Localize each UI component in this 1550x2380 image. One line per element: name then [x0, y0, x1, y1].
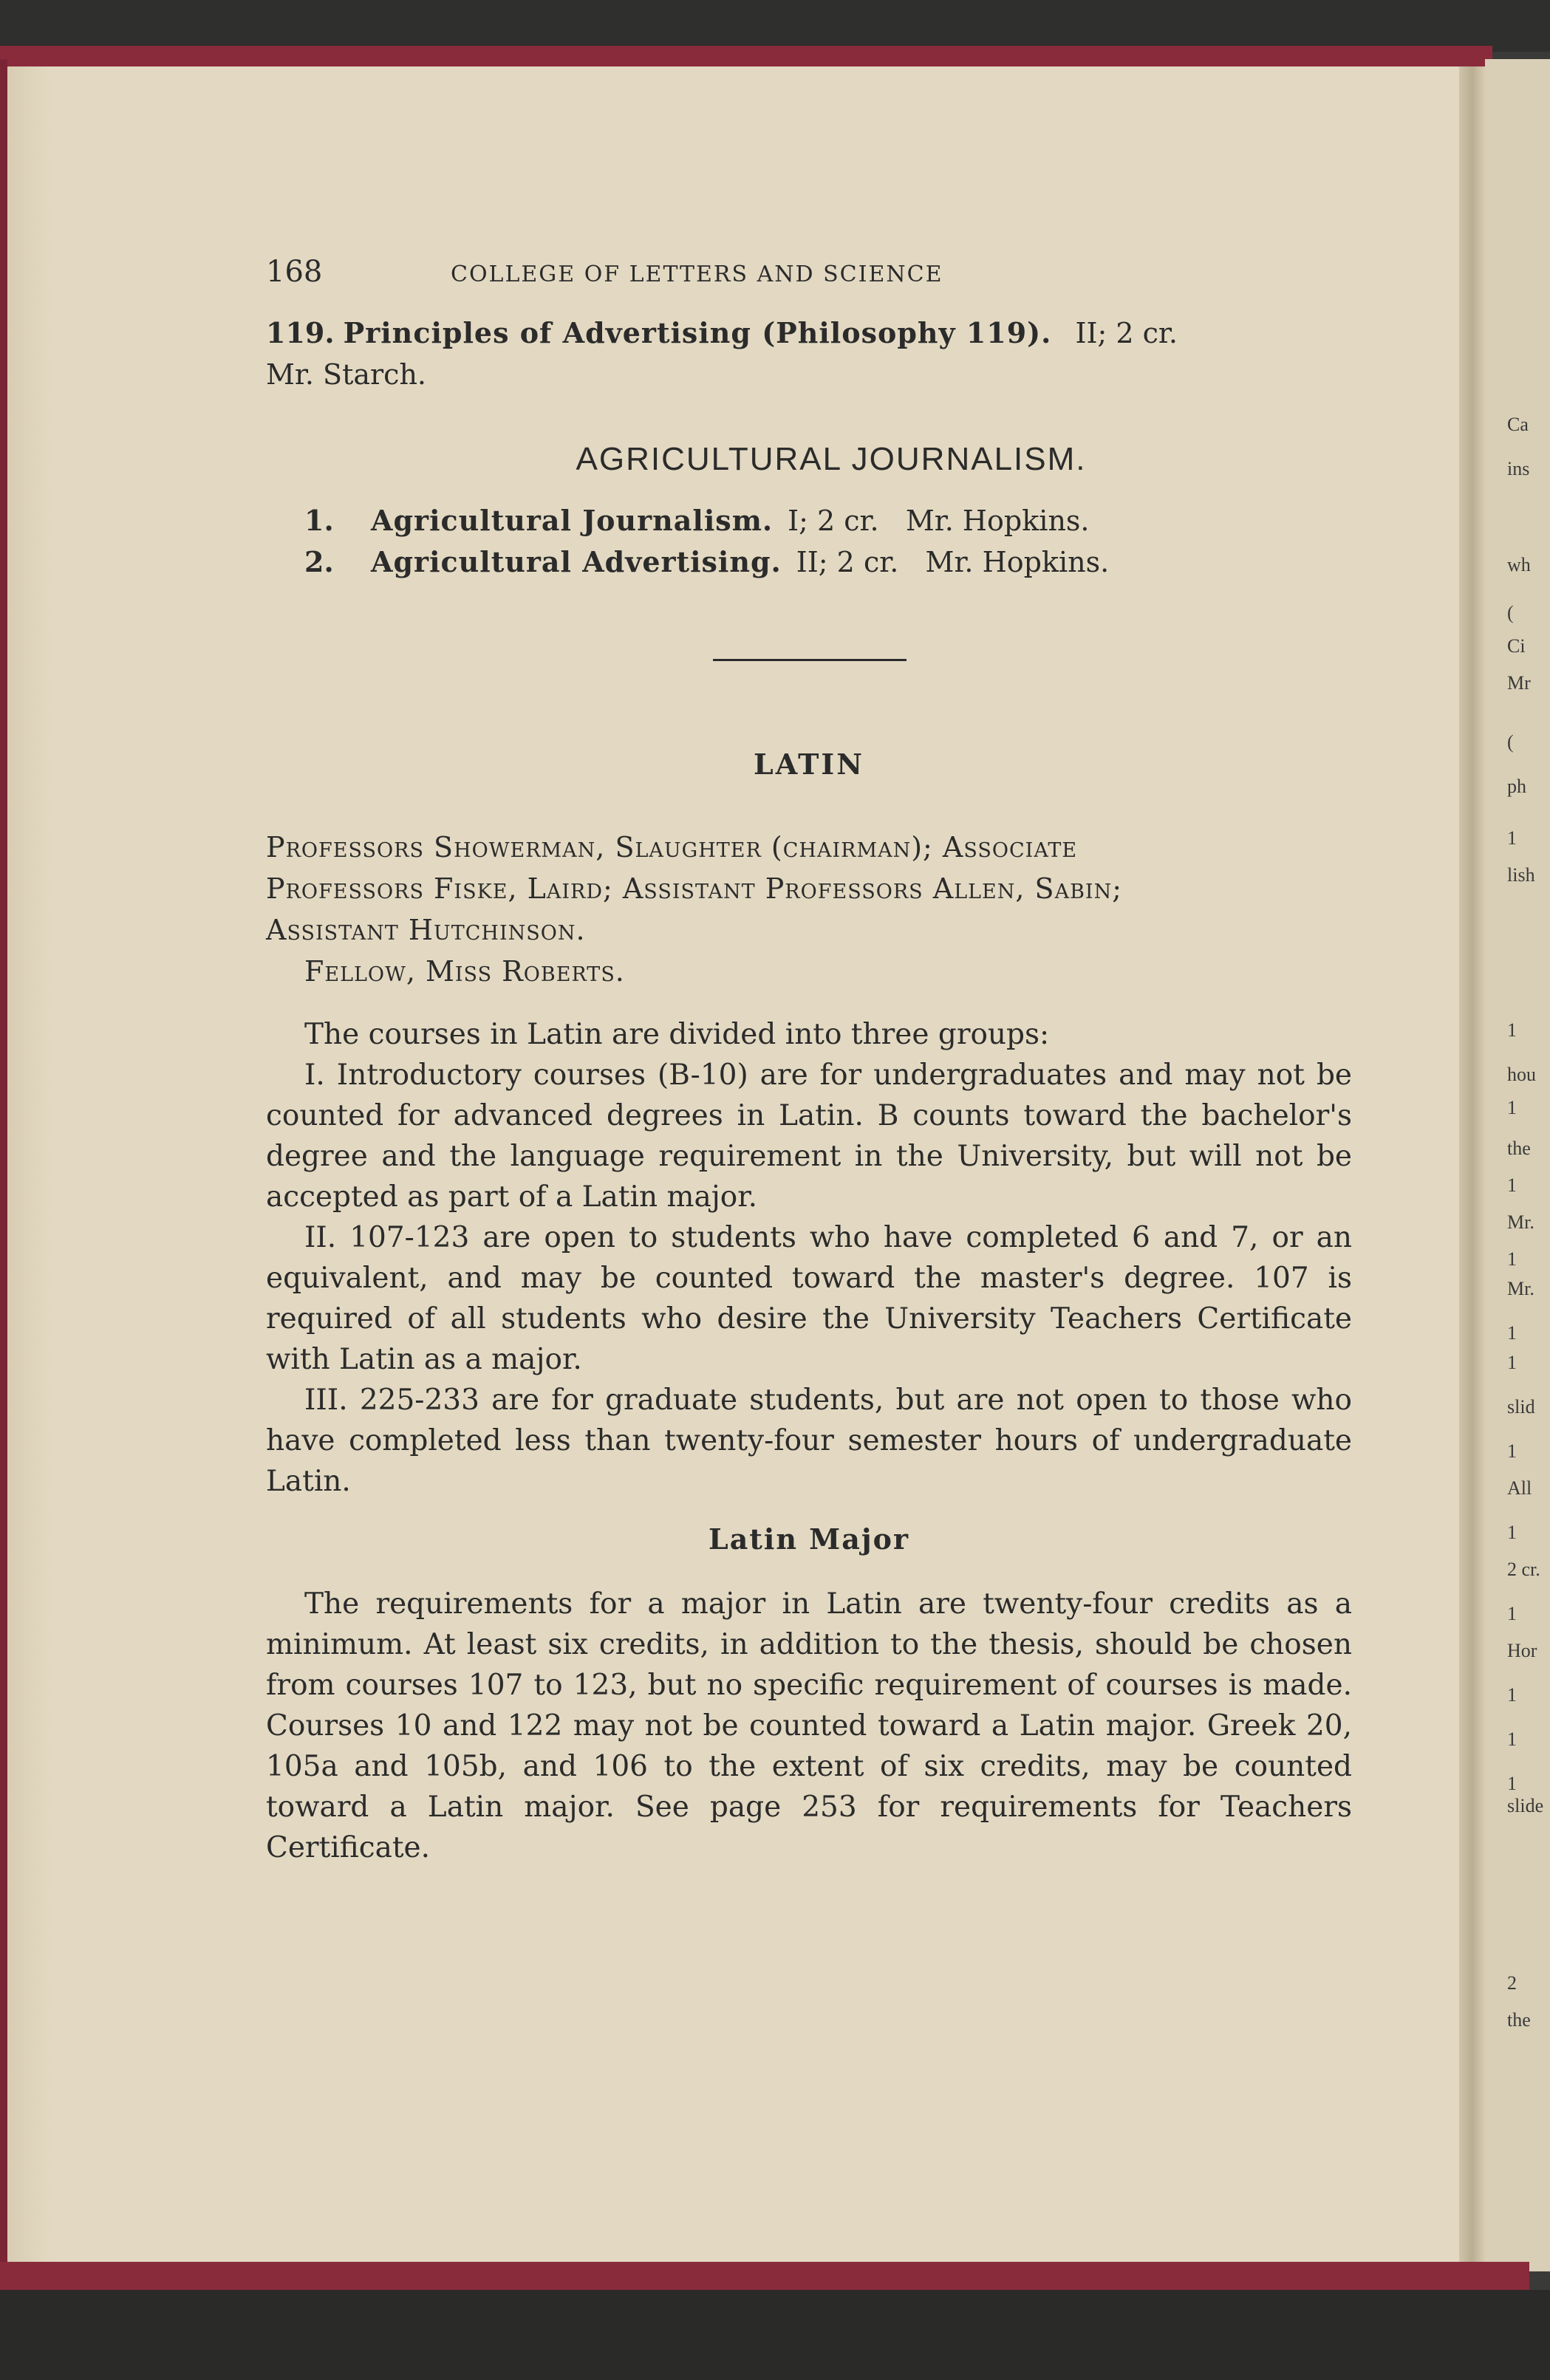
adjacent-page-fragment: 1: [1507, 1522, 1517, 1543]
adjacent-page-fragment: 1: [1507, 1097, 1517, 1118]
page-header: [266, 255, 1352, 299]
adjacent-page-fragment: Mr: [1507, 672, 1531, 694]
adjacent-page-fragment: slid: [1507, 1396, 1535, 1418]
adjacent-page-fragment: 1: [1507, 1174, 1517, 1196]
adjacent-page-fragment: 1: [1507, 1684, 1517, 1706]
binding-left: [0, 59, 7, 2275]
adjacent-page: [1485, 59, 1550, 2271]
adjacent-page-fragment: 1: [1507, 1773, 1517, 1794]
adjacent-page-fragment: 1: [1507, 1440, 1517, 1462]
adjacent-page-fragment: All: [1507, 1477, 1532, 1499]
paragraph: I. Introductory courses (B-10) are for undergraduates and may not be counted for advanced degrees in Latin. B counts toward the bachelor's degree and the language requirement in the University, but will not be accepted as part of a Latin major.: [266, 1059, 1352, 1214]
paragraph: The requirements for a major in Latin are twenty-four credits as a minimum. At least six credits, in addition to the thesis, should be chosen from courses 107 to 123, but no specific requirement of courses is made. Courses 10 and 122 may not be counted toward a Latin major. Greek 20, 105a and 105b, and 106 to the extent of six credits, may be counted toward a Latin major. See page 253 for requirements for Teachers Certificate.: [266, 1587, 1352, 1864]
paragraph: The courses in Latin are divided into three groups:: [304, 1018, 1050, 1051]
adjacent-page-fragment: wh: [1507, 554, 1531, 575]
adjacent-page-fragment: Hor: [1507, 1640, 1537, 1661]
section-heading-agricultural-journalism: AGRICULTURAL JOURNALISM.: [576, 441, 1087, 477]
adjacent-page-fragment: Ci: [1507, 635, 1526, 657]
course-number: 1.: [304, 504, 334, 537]
paragraph: II. 107-123 are open to students who have completed 6 and 7, or an equivalent, and may be counted toward the master's degree. 107 is required of all students who desire the University Teachers Certificate with Latin as a major.: [266, 1221, 1352, 1376]
adjacent-page-fragment: 1: [1507, 1322, 1517, 1344]
course-title: Principles of Advertising (Philosophy 119).: [343, 316, 1052, 349]
course-number: 119.: [266, 316, 335, 349]
adjacent-page-fragment: slide: [1507, 1795, 1544, 1816]
adjacent-page-fragment: 1: [1507, 1019, 1517, 1041]
adjacent-page-fragment: Ca: [1507, 414, 1529, 435]
paragraph: III. 225-233 are for graduate students, but are not open to those who have completed less than twenty-four semester hours of undergraduate Latin.: [266, 1384, 1352, 1498]
course-entry: [266, 541, 1352, 583]
faculty-list: [266, 827, 1352, 992]
faculty-line: Assistant Hutchinson.: [266, 914, 586, 946]
course-entry-119: [266, 312, 1352, 395]
adjacent-page-fragment: the: [1507, 1138, 1531, 1159]
section-heading-latin: LATIN: [754, 748, 864, 781]
course-title: Agricultural Journalism.: [371, 504, 774, 537]
adjacent-page-fragment: 1: [1507, 1248, 1517, 1270]
latin-major-requirements: [266, 1584, 1352, 1868]
book-cover-top: [0, 0, 1550, 52]
adjacent-page-fragment: 2 cr.: [1507, 1559, 1540, 1580]
course-title: Agricultural Advertising.: [371, 545, 782, 578]
course-details: II; 2 cr. Mr. Hopkins.: [796, 546, 1110, 578]
running-title: COLLEGE OF LETTERS AND SCIENCE: [451, 261, 943, 287]
subsection-heading-latin-major: Latin Major: [709, 1522, 909, 1556]
adjacent-page-fragment: ph: [1507, 776, 1526, 797]
section-divider: [713, 659, 907, 661]
adjacent-page-fragment: the: [1507, 2009, 1531, 2031]
faculty-line: Professors Showerman, Slaughter (chairman); Associate: [266, 831, 1078, 864]
page-content: [266, 255, 1352, 1868]
adjacent-page-fragment: Mr.: [1507, 1278, 1534, 1299]
faculty-line: Professors Fiske, Laird; Assistant Professors Allen, Sabin;: [266, 872, 1123, 905]
adjacent-page-fragment: 2: [1507, 1972, 1517, 1994]
adjacent-page-fragment: 1: [1507, 827, 1517, 849]
course-number: 2.: [304, 545, 334, 578]
adjacent-page-fragment: 1: [1507, 1603, 1517, 1624]
binding-bottom: [0, 2262, 1529, 2291]
adjacent-page-fragment: hou: [1507, 1064, 1536, 1085]
course-instructor: Mr. Starch.: [266, 358, 427, 391]
adjacent-page-fragment: lish: [1507, 864, 1535, 886]
latin-groups: [266, 1014, 1352, 1502]
course-details: II; 2 cr.: [1075, 317, 1178, 349]
adjacent-page-fragment: (: [1507, 602, 1514, 623]
course-details: I; 2 cr. Mr. Hopkins.: [788, 505, 1090, 537]
book-cover-bottom: [0, 2290, 1550, 2380]
gutter-shadow: [1459, 66, 1485, 2264]
page-number: 168: [266, 255, 323, 289]
course-entry: [266, 500, 1352, 541]
adjacent-page-fragment: 1: [1507, 1728, 1517, 1750]
faculty-line: Fellow, Miss Roberts.: [304, 955, 625, 988]
adjacent-page-fragment: Mr.: [1507, 1211, 1534, 1233]
adjacent-page-fragment: 1: [1507, 1352, 1517, 1373]
adjacent-page-fragment: ins: [1507, 458, 1530, 479]
page-edge: [7, 66, 52, 2264]
adjacent-page-fragment: (: [1507, 731, 1514, 753]
